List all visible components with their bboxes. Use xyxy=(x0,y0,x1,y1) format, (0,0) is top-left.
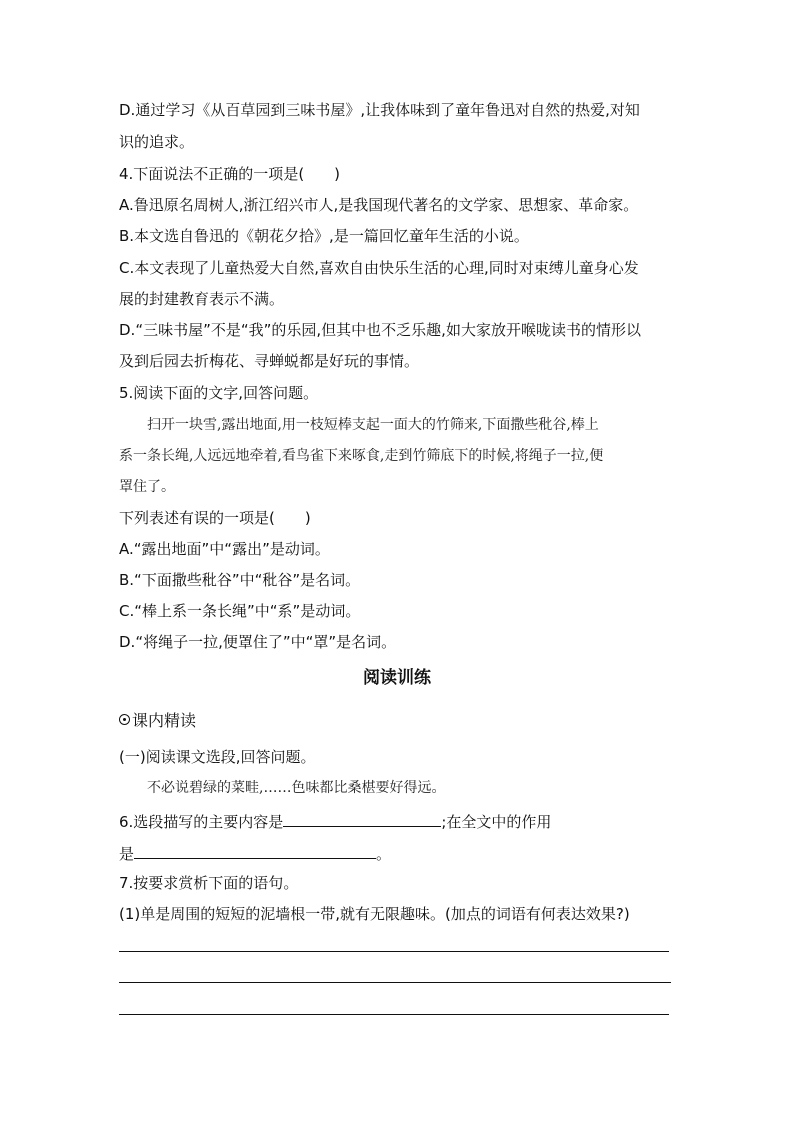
bullet-icon xyxy=(119,714,130,725)
q5-passage-line3: 罩住了。 xyxy=(119,479,175,495)
q6-line2 xyxy=(119,842,391,864)
q5-passage-line2: 系一条长绳,人远远地牵着,看鸟雀下来啄食,走到竹筛底下的时候,将绳子一拉,便 xyxy=(119,448,604,464)
q7-stem: 7.按要求赏析下面的语句。 xyxy=(119,874,299,892)
q4-option-b: B.本文选自鲁迅的《朝花夕拾》,是一篇回忆童年生活的小说。 xyxy=(119,227,529,245)
section-title xyxy=(119,710,196,732)
part1-passage: 不必说碧绿的菜畦,……色味都比桑椹要好得远。 xyxy=(147,780,446,796)
q6-answer-blank1[interactable] xyxy=(283,810,441,827)
answer-line-1[interactable] xyxy=(119,951,669,952)
q4-option-a: A.鲁迅原名周树人,浙江绍兴市人,是我国现代著名的文学家、思想家、革命家。 xyxy=(119,196,639,214)
q6-text-d: 。 xyxy=(376,845,392,863)
q6-text-c: 是 xyxy=(119,845,135,863)
q6-line1 xyxy=(119,810,551,832)
q5-option-c: C.“棒上系一条长绳”中“系”是动词。 xyxy=(119,602,361,620)
q6-text-b: ;在全文中的作用 xyxy=(441,813,552,831)
part1-stem: (一)阅读课文选段,回答问题。 xyxy=(119,748,316,766)
section-title-text: 课内精读 xyxy=(132,711,197,730)
answer-line-2[interactable] xyxy=(119,982,671,983)
q4-stem: 4.下面说法不正确的一项是( ) xyxy=(119,165,341,183)
q3-option-d-line2: 识的追求。 xyxy=(119,133,195,151)
q5-option-a: A.“露出地面”中“露出”是动词。 xyxy=(119,540,330,558)
q5-option-b: B.“下面撒些秕谷”中“秕谷”是名词。 xyxy=(119,571,361,589)
q5-passage-line1: 扫开一块雪,露出地面,用一枝短棒支起一面大的竹筛来,下面撒些秕谷,棒上 xyxy=(147,417,599,433)
q4-option-d-line1: D.“三味书屋”不是“我”的乐园,但其中也不乏乐趣,如大家放开喉咙读书的情形以 xyxy=(119,321,641,339)
q5-stem: 5.阅读下面的文字,回答问题。 xyxy=(119,384,319,402)
answer-line-3[interactable] xyxy=(119,1014,669,1015)
q5-option-d: D.“将绳子一拉,便罩住了”中“罩”是名词。 xyxy=(119,633,397,651)
q4-option-c-line1: C.本文表现了儿童热爱大自然,喜欢自由快乐生活的心理,同时对束缚儿童身心发 xyxy=(119,259,639,277)
q7-sub1: (1)单是周围的短短的泥墙根一带,就有无限趣味。(加点的词语有何表达效果?) xyxy=(119,905,630,923)
q5-sub-stem: 下列表述有误的一项是( ) xyxy=(119,509,311,527)
q3-option-d-line1: D.通过学习《从百草园到三味书屋》,让我体味到了童年鲁迅对自然的热爱,对知 xyxy=(119,101,640,119)
q4-option-c-line2: 展的封建教育表示不满。 xyxy=(119,290,285,308)
q6-text-a: 6.选段描写的主要内容是 xyxy=(119,813,284,831)
q4-option-d-line2: 及到后园去折梅花、寻蝉蜕都是好玩的事情。 xyxy=(119,352,420,370)
reading-heading: 阅读训练 xyxy=(363,668,431,688)
q6-answer-blank2[interactable] xyxy=(134,842,376,859)
